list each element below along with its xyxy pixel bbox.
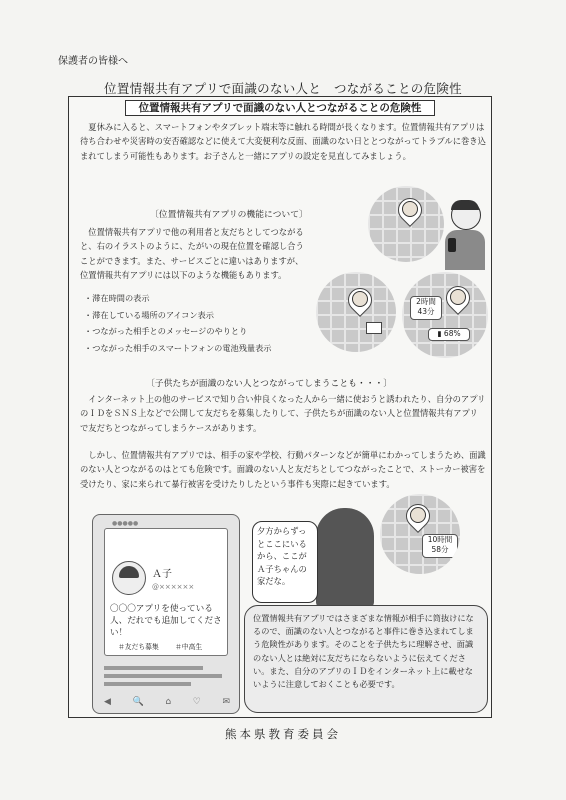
- intro-paragraph: 夏休みに入ると、スマートフォンやタブレット端末等に触れる時間が長くなります。位置情報共有アプリは待ち合わせや災害時の安否確認などに使えて大変便利な反面、面識のない日ととつながってトラブルに巻き込まれてしまう可能性もあります。お子さんと一緒にアプリの設定を見直してみましょう。: [80, 122, 486, 161]
- document-title: 位置情報共有アプリで面識のない人と つながることの危険性: [104, 81, 462, 96]
- warning-note: 位置情報共有アプリではさまざまな情報が相手に筒抜けになるので、面識のない人とつながると事件に巻き込まれてしまう危険性があります。そのことを子供たちに理解させ、面識のない人とは絶対に友だちにならないように伝えてください。また、自分のアプリのＩＤをインターネット上に載せないように注意しておくことも必要です。: [244, 605, 488, 713]
- post-text: 〇〇〇アプリを使っている人、だれでも追加してください！: [110, 604, 222, 639]
- feature-list: [84, 290, 314, 356]
- stalker-silhouette: [316, 508, 374, 608]
- home-icon: ⌂: [165, 697, 172, 707]
- hashtag: ＃中高生: [175, 643, 203, 651]
- back-icon: ◀: [104, 697, 111, 707]
- dots-row: ●●●●●: [112, 520, 139, 527]
- hashtag: ＃友だち募集: [118, 643, 159, 651]
- list-item: ・滞在している場所のアイコン表示: [84, 309, 214, 320]
- section1-heading: 〔位置情報共有アプリの機能について〕: [150, 210, 308, 220]
- boxed-title: 位置情報共有アプリで面識のない人とつながることの危険性: [125, 100, 435, 116]
- post-author-id: @××××××: [152, 583, 195, 591]
- section2-body1: インターネット上の他のサービスで知り合い仲良くなった人から一緒に使おうと誘われたり、自分のアプリのＩＤをＳＮＳ上などで公開して友だちを募集したりして、子供たちが面識のない人と位置情報共有アプリで友だちとつながってしまうケースがあります。: [80, 394, 486, 433]
- speech-bubble: 夕方からずっとここにいるから、ここがＡ子ちゃんの家だな。: [252, 521, 318, 603]
- map-circle-illustration: [368, 186, 444, 262]
- post-placeholder-lines: [104, 662, 228, 690]
- footer-organization: 熊本県教育委員会: [225, 727, 341, 741]
- section2-body2: しかし、位置情報共有アプリでは、相手の家や学校、行動パターンなどが簡単にわかってしまうため、面識のない人とつながるのはとても危険です。面識のない人と友だちとしてつながったことで、ストーカー被害を受けたり、家に来られて暴行被害を受けたりしたという事件も実際に起きています。: [80, 450, 486, 489]
- list-item: ・滞在時間の表示: [84, 293, 150, 303]
- heart-icon: ♡: [192, 697, 201, 707]
- list-item: ・つながった相手とのメッセージのやりとり: [84, 326, 248, 336]
- person-face-icon: [402, 201, 418, 217]
- map-circle-illustration: [380, 494, 460, 574]
- map-circle-illustration: [402, 272, 488, 358]
- battery-badge: ▮ 68%: [428, 328, 470, 341]
- avatar: [112, 561, 146, 595]
- stay-time-badge: 2時間 43分: [410, 296, 442, 320]
- salutation: 保護者の皆様へ: [58, 56, 128, 67]
- person-face-icon: [410, 507, 426, 523]
- person-face-icon: [352, 291, 368, 307]
- section1-body: 位置情報共有アプリで他の利用者と友だちとしてつながると、右のイラストのように、たがいの現在位置を確認し合うことができます。また、サービスごとに違いはありますが、位置情報共有アプリには以下のような機能もあります。: [80, 227, 304, 280]
- stay-time-badge: 10時間 58分: [422, 534, 458, 558]
- person-face-icon: [450, 289, 466, 305]
- section2-heading: 〔子供たちが面識のない人とつながってしまうことも・・・〕: [146, 379, 393, 389]
- mail-icon: ✉: [222, 697, 230, 707]
- post-toolbar: [104, 697, 230, 707]
- boy-with-phone-illustration: [442, 200, 488, 270]
- battery-icon: ▮: [437, 329, 444, 338]
- list-item: ・つながった相手のスマートフォンの電池残量表示: [84, 342, 272, 353]
- post-author-name: Ａ子: [152, 569, 172, 580]
- map-circle-illustration: [316, 272, 396, 352]
- search-icon: 🔍: [132, 697, 144, 707]
